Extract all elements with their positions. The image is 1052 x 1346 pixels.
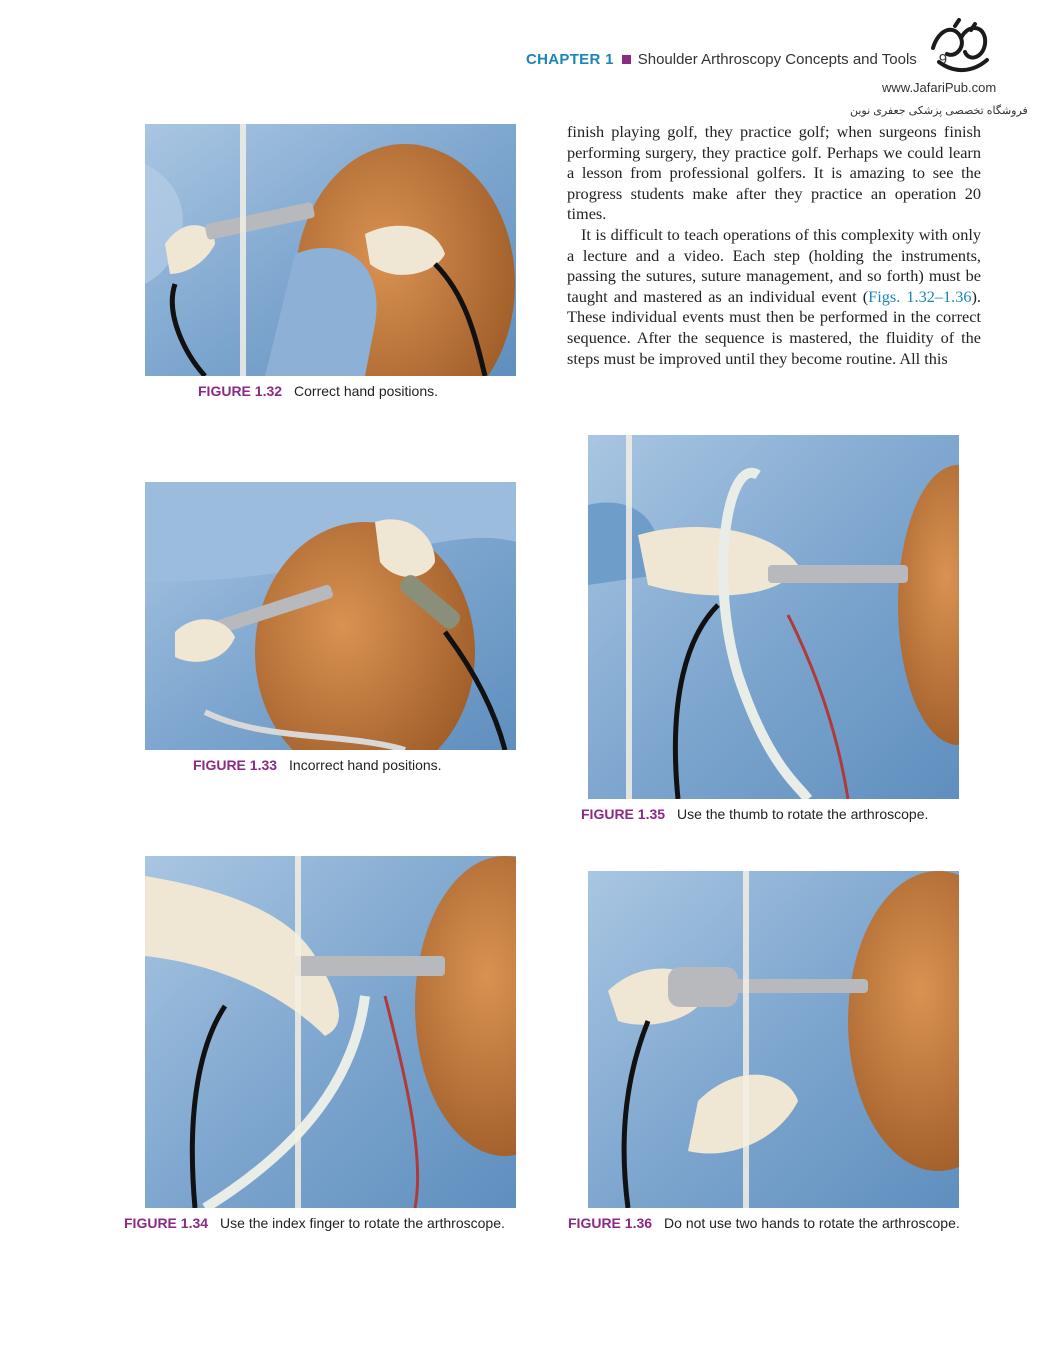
figure-1-33-photo [145, 482, 516, 750]
paragraph-2-text-b: ). These individual events must then be performed in the correct sequence. After the sequence is mastered, the fluidity of the steps must be improved until they become routine. All this [567, 286, 982, 368]
figure-1-33-label: FIGURE 1.33 [193, 757, 278, 773]
figure-cross-reference-link[interactable]: Figs. 1.32–1.36 [868, 286, 972, 306]
figure-1-36-label: FIGURE 1.36 [568, 1215, 653, 1231]
figure-1-33-caption [193, 757, 442, 773]
figure-1-34-caption [124, 1215, 505, 1231]
figure-1-35-photo [588, 435, 959, 799]
page-number: 9 [938, 50, 948, 68]
figure-1-36-photo [588, 871, 959, 1208]
chapter-label: CHAPTER 1 [526, 50, 614, 68]
figure-1-34-photo [145, 856, 516, 1208]
body-paragraph-1: finish playing golf, they practice golf; when surgeons finish performing surgery, they practice golf. Perhaps we could learn a lesson from professional golfers. It is amazing to see the progress students make after they practice an operation 20 times. [567, 122, 981, 224]
header-square-bullet [622, 55, 631, 64]
figure-1-35-label: FIGURE 1.35 [581, 806, 666, 822]
figure-1-34-label: FIGURE 1.34 [124, 1215, 209, 1231]
paragraph-2-text-a: It is difficult to teach operations of this complexity with only a lecture and a video. Each step (holding the instruments, passing the sutures, suture management, and so forth) must be taught and mastered as an individual event ( [567, 224, 981, 306]
figure-1-33-text: Incorrect hand positions. [289, 757, 442, 773]
watermark-store: فروشگاه تخصصی پزشکی جعفری نوین [850, 105, 1028, 117]
figure-1-32-label: FIGURE 1.32 [198, 383, 283, 399]
body-paragraph-2 [567, 225, 981, 369]
figure-1-34-text: Use the index finger to rotate the arthroscope. [220, 1215, 505, 1231]
figure-1-32-text: Correct hand positions. [294, 383, 438, 399]
figure-1-32-caption [198, 383, 438, 399]
body-text-column [567, 122, 981, 369]
running-header [526, 48, 947, 70]
chapter-title: Shoulder Arthroscopy Concepts and Tools [637, 50, 917, 68]
watermark-site: www.JafariPub.com [882, 80, 997, 95]
figure-1-36-caption [568, 1215, 960, 1231]
figure-1-32-photo [145, 124, 516, 376]
figure-1-36-text: Do not use two hands to rotate the arthroscope. [664, 1215, 960, 1231]
figure-1-35-caption [581, 806, 928, 822]
figure-1-35-text: Use the thumb to rotate the arthroscope. [677, 806, 929, 822]
jafari-logo-icon [925, 18, 995, 80]
